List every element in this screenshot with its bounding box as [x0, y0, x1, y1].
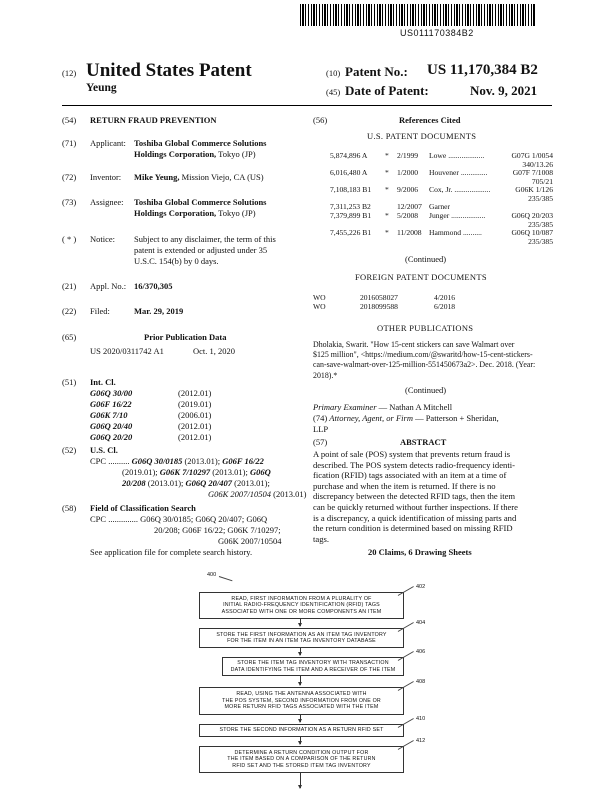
intcl-code: G06K 7/10: [90, 410, 128, 420]
ref-class: G07F 7/1008: [512, 168, 553, 177]
abstract-line: tags.: [313, 533, 329, 544]
patent-no-label: Patent No.:: [345, 64, 408, 79]
cpc-version: (2013.01);: [147, 478, 184, 488]
ref-cited-by-examiner: *: [385, 228, 389, 237]
flow-step-leader: [398, 718, 414, 728]
examiner-name: — Nathan A Mitchell: [378, 402, 453, 412]
assignee-location: Tokyo (JP): [218, 208, 256, 218]
ref-cited-by-examiner: *: [385, 168, 389, 177]
uscl-label: U.S. Cl.: [90, 445, 118, 455]
inventor-short: Yeung: [86, 82, 117, 94]
date-label: Date of Patent:: [345, 83, 429, 98]
other-pubs-title: OTHER PUBLICATIONS: [377, 323, 474, 333]
inventor-name: Mike Yeung,: [134, 172, 180, 182]
barcode: [300, 4, 536, 26]
patent-date: Nov. 9, 2021: [470, 83, 538, 98]
flow-step-ref: 406: [416, 649, 426, 655]
fig-ref-leader: [219, 576, 233, 581]
tag-12: (12): [62, 68, 77, 78]
notice-line2: patent is extended or adjusted under 35: [134, 245, 268, 255]
flow-step-ref: 404: [416, 620, 426, 626]
claims-summary: 20 Claims, 6 Drawing Sheets: [368, 547, 472, 557]
flow-step-box: STORE THE FIRST INFORMATION AS AN ITEM TAG INVENTORY FOR THE ITEM IN AN ITEM TAG INVENTORY DATABASE: [199, 628, 404, 648]
continued-2: (Continued): [405, 385, 447, 395]
tag-22: (22): [62, 306, 77, 316]
ref-inventor: Cox, Jr. ...................: [429, 185, 491, 194]
abstract-line: A point of sale (POS) system that prevents return fraud is: [313, 449, 511, 459]
flow-step-leader: [398, 586, 414, 596]
field-search-line1: CPC .............. G06Q 30/0185; G06Q 20/407; G06Q: [90, 514, 268, 524]
ref-date: 9/2006: [397, 185, 419, 194]
inventor-label: Inventor:: [90, 172, 122, 182]
header-rule: [62, 105, 552, 106]
foreign-number: 2016058027: [360, 293, 398, 302]
prior-pub-date: Oct. 1, 2020: [193, 346, 236, 356]
intcl-code: G06F 16/22: [90, 399, 132, 409]
ref-inventor: Hammond ..........: [429, 228, 482, 237]
filed-date: Mar. 29, 2019: [134, 306, 184, 316]
intcl-version: (2019.01): [178, 399, 212, 409]
us-patent-docs-title: U.S. PATENT DOCUMENTS: [367, 131, 477, 141]
attorney-label: Attorney, Agent, or Firm: [329, 413, 413, 423]
notice-line1: Subject to any disclaimer, the term of this: [134, 234, 276, 244]
flow-arrow-icon: [300, 618, 301, 626]
tag-58: (58): [62, 503, 77, 513]
other-pub-line: Dholakia, Swarit. "How 15-cent stickers can save Walmart over: [313, 340, 515, 349]
cpc-code: G06Q: [249, 467, 271, 477]
tag-45: (45): [326, 87, 341, 97]
intcl-code: G06Q 30/00: [90, 388, 133, 398]
tag-57: (57): [313, 437, 328, 447]
ref-date: 11/2008: [397, 228, 422, 237]
tag-21: (21): [62, 281, 77, 291]
attorney-name2: LLP: [313, 424, 329, 434]
abstract-line: discrepancy between the detected RFID tags, then the item: [313, 491, 516, 502]
cpc-code: G06Q 20/407: [185, 478, 233, 488]
flow-step-ref: 412: [416, 738, 426, 744]
inventor-location: Mission Viejo, CA (US): [181, 172, 264, 182]
assignee-name: Toshiba Global Commerce Solutions: [134, 197, 267, 207]
foreign-date: 6/2018: [434, 302, 456, 311]
ref-date: 1/2000: [397, 168, 419, 177]
patent-title: RETURN FRAUD PREVENTION: [90, 115, 217, 125]
abstract-line: described. The POS system detects radio-frequency identi-: [313, 459, 515, 470]
tag-54: (54): [62, 115, 77, 125]
ref-cited-by-examiner: *: [385, 211, 389, 220]
ref-class: G06Q 20/203: [511, 211, 553, 220]
flow-step-box: READ, USING THE ANTENNA ASSOCIATED WITH THE POS SYSTEM, SECOND INFORMATION FROM ONE OR MORE RETURN RFID TAGS ASSOCIATED WITH THE ITEM: [199, 687, 404, 715]
country-title: United States Patent: [86, 60, 252, 81]
tag-notice: ( * ): [62, 234, 77, 244]
intcl-code: G06Q 20/20: [90, 432, 133, 442]
ref-date: 2/1999: [397, 151, 419, 160]
prior-pub-title: Prior Publication Data: [144, 332, 227, 342]
tag-10: (10): [326, 68, 341, 78]
ref-class-secondary: 705/21: [531, 177, 553, 186]
flow-arrow-icon: [300, 772, 301, 788]
flow-step-leader: [398, 622, 414, 632]
tag-74: (74): [313, 413, 328, 423]
foreign-cc: WO: [313, 302, 326, 311]
attorney-name: — Patterson + Sheridan,: [415, 413, 499, 423]
foreign-date: 4/2016: [434, 293, 456, 302]
fig-ref-400: 400: [207, 572, 217, 578]
flow-arrow-icon: [300, 675, 301, 685]
abstract-line: fication (RFID) tags associated with an item at a time of: [313, 470, 507, 481]
foreign-cc: WO: [313, 293, 326, 302]
ref-patent-number: 7,311,253 B2: [330, 202, 371, 211]
intcl-label: Int. Cl.: [90, 377, 116, 387]
abstract-line: the return condition is determined based on missing RFID: [313, 523, 513, 534]
tag-72: (72): [62, 172, 77, 182]
publication-number: US011170384B2: [400, 28, 474, 38]
flow-step-box: STORE THE SECOND INFORMATION AS A RETURN RFID SET: [199, 724, 404, 737]
flow-step-ref: 410: [416, 716, 426, 722]
ref-date: 12/2007: [397, 202, 422, 211]
ref-inventor: Lowe ...................: [429, 151, 485, 160]
intcl-code: G06Q 20/40: [90, 421, 133, 431]
flow-step-box: STORE THE ITEM TAG INVENTORY WITH TRANSACTION DATA IDENTIFYING THE ITEM AND A RECEIVER OF THE ITEM: [222, 657, 404, 676]
flow-step-ref: 402: [416, 584, 426, 590]
foreign-docs-title: FOREIGN PATENT DOCUMENTS: [355, 272, 487, 282]
cpc-label: CPC ..........: [90, 456, 130, 466]
abstract-text: [313, 449, 553, 544]
assignee-name2: Holdings Corporation,: [134, 208, 217, 218]
abstract-line: purchase and when the item is returned. If there is no: [313, 480, 496, 491]
cpc-code: G06F 16/22: [222, 456, 264, 466]
ref-class-secondary: 235/385: [528, 194, 553, 203]
prior-pub-number: US 2020/0311742 A1: [90, 346, 164, 356]
applicant-name2: Holdings Corporation,: [134, 149, 217, 159]
continued-1: (Continued): [405, 254, 447, 264]
ref-class-secondary: 340/13.26: [522, 160, 553, 169]
other-pub-line: $125 million", <https://medium.com/@swaritd/how-15-cent-stickers-: [313, 350, 533, 360]
intcl-version: (2006.01): [178, 410, 212, 420]
ref-class-secondary: 235/385: [528, 237, 553, 246]
flow-arrow-icon: [300, 647, 301, 655]
abstract-title: ABSTRACT: [400, 437, 447, 447]
flow-step-ref: 408: [416, 679, 426, 685]
cpc-version: (2013.01);: [212, 467, 248, 477]
tag-56: (56): [313, 115, 328, 125]
field-search-label: Field of Classification Search: [90, 503, 196, 513]
appl-label: Appl. No.:: [90, 281, 127, 291]
tag-71: (71): [62, 138, 77, 148]
other-pub-line: can-save-walmart-over-125-million-551450673a2>. Dec. 2018. (Year:: [313, 360, 536, 370]
cpc-code: G06K 2007/10504: [208, 489, 272, 499]
references-title: References Cited: [399, 115, 461, 125]
ref-class: G06K 1/126: [515, 185, 553, 194]
flow-arrow-icon: [300, 736, 301, 744]
ref-class: G07G 1/0054: [511, 151, 553, 160]
flow-step-box: READ, FIRST INFORMATION FROM A PLURALITY OF INITIAL RADIO-FREQUENCY IDENTIFICATION (RFID) TAGS ASSOCIATED WITH ONE OR MORE COMPONENTS AN ITEM: [199, 592, 404, 619]
cpc-version: (2019.01);: [122, 467, 158, 477]
ref-inventor: Junger ..................: [429, 211, 486, 220]
ref-patent-number: 6,016,480 A: [330, 168, 368, 177]
intcl-version: (2012.01): [178, 388, 212, 398]
abstract-line: can be quickly returned without further inspections. If there: [313, 501, 518, 512]
ref-inventor: Garner: [429, 202, 451, 211]
ref-cited-by-examiner: *: [385, 151, 389, 160]
tag-51: (51): [62, 377, 77, 387]
flow-arrow-icon: [300, 714, 301, 722]
cpc-code: 20/208: [122, 478, 146, 488]
other-pub-line: 2018).*: [313, 370, 338, 380]
assignee-label: Assignee:: [90, 197, 124, 207]
intcl-version: (2012.01): [178, 432, 212, 442]
field-search-note: See application file for complete search history.: [90, 547, 253, 557]
ref-class-secondary: 235/385: [528, 220, 553, 229]
cpc-code: G06K 7/10297: [159, 467, 211, 477]
ref-inventor: Houvener ..............: [429, 168, 488, 177]
ref-patent-number: 7,379,899 B1: [330, 211, 372, 220]
tag-65: (65): [62, 332, 77, 342]
abstract-line: is a discrepancy, a quick identification of missing parts and: [313, 512, 517, 523]
tag-52: (52): [62, 445, 77, 455]
field-search-line3: G06K 2007/10504: [218, 536, 282, 546]
appl-number: 16/370,305: [134, 281, 173, 291]
foreign-number: 2018099588: [360, 302, 398, 311]
applicant-location: Tokyo (JP): [218, 149, 256, 159]
patent-number: US 11,170,384 B2: [427, 62, 538, 78]
filed-label: Filed:: [90, 306, 110, 316]
flow-step-leader: [398, 681, 414, 691]
flow-step-leader: [398, 651, 414, 661]
ref-date: 5/2008: [397, 211, 419, 220]
flow-step-box: DETERMINE A RETURN CONDITION OUTPUT FOR THE ITEM BASED ON A COMPARISON OF THE RETURN RFID SET AND THE STORED ITEM TAG INVENTORY: [199, 746, 404, 773]
ref-patent-number: 5,874,896 A: [330, 151, 368, 160]
field-search-line2: 20/208; G06F 16/22; G06K 7/10297;: [154, 525, 281, 535]
cpc-version: (2013.01);: [184, 456, 221, 466]
cpc-version: (2013.01);: [234, 478, 270, 488]
ref-cited-by-examiner: *: [385, 185, 389, 194]
cpc-version: (2013.01): [273, 489, 307, 499]
ref-patent-number: 7,108,183 B1: [330, 185, 372, 194]
applicant-name: Toshiba Global Commerce Solutions: [134, 138, 267, 148]
examiner-label: Primary Examiner: [313, 402, 377, 412]
ref-patent-number: 7,455,226 B1: [330, 228, 372, 237]
flow-step-leader: [398, 740, 414, 750]
ref-class: G06Q 10/087: [511, 228, 553, 237]
tag-73: (73): [62, 197, 77, 207]
notice-line3: U.S.C. 154(b) by 0 days.: [134, 256, 219, 266]
intcl-version: (2012.01): [178, 421, 212, 431]
applicant-label: Applicant:: [90, 138, 126, 148]
cpc-code: G06Q 30/0185: [131, 456, 183, 466]
notice-label: Notice:: [90, 234, 116, 244]
